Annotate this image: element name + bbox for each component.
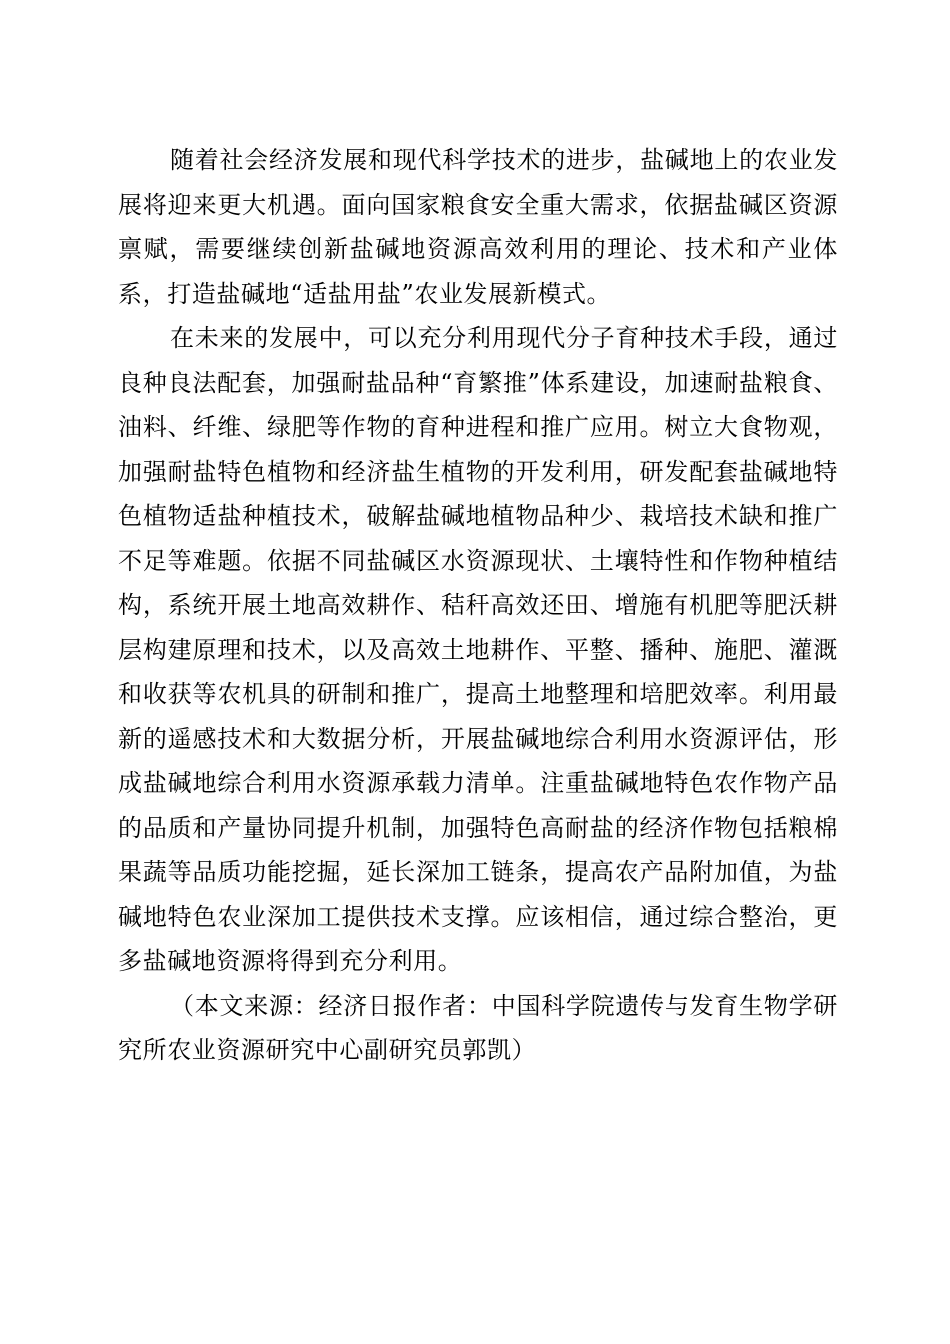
article-body <box>118 138 838 1073</box>
paragraph-outlook: 随着社会经济发展和现代科学技术的进步，盐碱地上的农业发展将迎来更大机遇。面向国家粮食安全重大需求，依据盐碱区资源禀赋，需要继续创新盐碱地资源高效利用的理论、技术和产业体系，打造盐碱地“适盐用盐”农业发展新模式。 <box>118 146 838 308</box>
paragraph-source: （本文来源：经济日报作者：中国科学院遗传与发育生物学研究所农业资源研究中心副研究员郭凯） <box>118 991 838 1064</box>
paragraph-future-development: 在未来的发展中，可以充分利用现代分子育种技术手段，通过良种良法配套，加强耐盐品种“育繁推”体系建设，加速耐盐粮食、油料、纤维、绿肥等作物的育种进程和推广应用。树立大食物观，加强耐盐特色植物和经济盐生植物的开发利用，研发配套盐碱地特色植物适盐种植技术，破解盐碱地植物品种少、栽培技术缺和推广不足等难题。依据不同盐碱区水资源现状、土壤特性和作物种植结构，系统开展土地高效耕作、秸秆高效还田、增施有机肥等肥沃耕层构建原理和技术，以及高效土地耕作、平整、播种、施肥、灌溉和收获等农机具的研制和推广，提高土地整理和培肥效率。利用最新的遥感技术和大数据分析，开展盐碱地综合利用水资源评估，形成盐碱地综合利用水资源承载力清单。注重盐碱地特色农作物产品的品质和产量协同提升机制，加强特色高耐盐的经济作物包括粮棉果蔬等品质功能挖掘，延长深加工链条，提高农产品附加值，为盐碱地特色农业深加工提供技术支撑。应该相信，通过综合整治，更多盐碱地资源将得到充分利用。 <box>118 324 838 975</box>
